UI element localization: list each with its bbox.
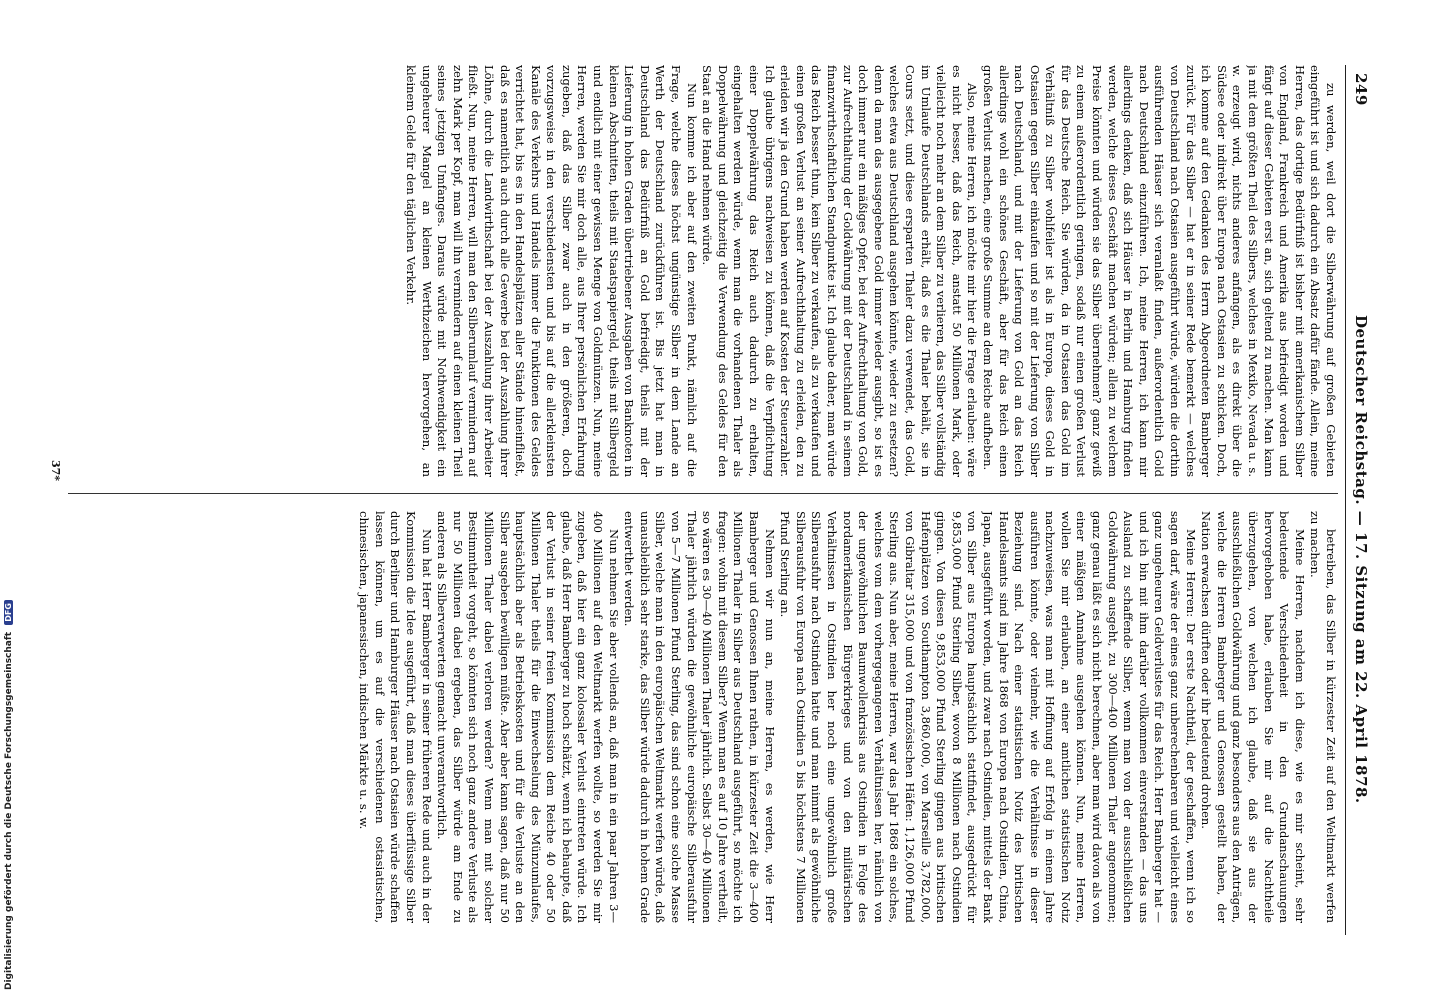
paragraph: zu werden, weil dort die Silberwährung auf großen Gebieten eingeführt ist und sich dadurch ein Absatz dafür fände. Allein, meine Herren, das dortige Bedürfniß ist bisher mit amerikanischem Silber von England, Frankreich und Amerika aus befriedigt worden und fängt auf dieser Gebieten erst an, sich geltend zu machen. Man kann ja mit dem größten Theil des Silbers, welches in Mexiko, Nevada u. s. w. erzeugt wird, nichts anderes anfangen, als es direkt über die Südsee oder indirekt über Europa nach Ostasien zu schicken. Doch, ich komme auf den Gedanken des Herrn Abgeordneten Bamberger zurück. Für das Silber — hat er in seiner Rede bemerkt — welches von Deutschland nach Ostasien ausgeführt würde, würden die dorthin ausführenden Häuser sich veranlaßt finden, außerordentlich Gold nach Deutschland einzuführen. Ich, meine Herren, ich kann mir allerdings denken, daß sich Häuser in Berlin und Hamburg finden werden, welche dieses Geschäft machen würden; allein zu welchem Preise könnten und würden sie das Silber übernehmen? ganz gewiß zu einem außerordentlich geringen, sodaß nur einen großen Verlust für das Deutsche Reich. Sie würden, da in Ostasien das Gold im Verhältniß zu Silber wohlfeiler ist als in Europa, dieses Gold in Ostasien gegen Silber einkaufen und so mit der Lieferung von Silber nach Deutschland, und mit der Lieferung von Gold an das Reich allerdings wohl ein schönes Geschäft, aber für das Reich einen großen Verlust machen, eine große Summe an dem Reiche aufheben. — [980, 65, 1338, 477]
page-number: 249 — [1352, 73, 1370, 106]
header-title: Deutscher Reichstag. — 17. Sitzung am 22. April 1878. — [1352, 315, 1370, 804]
scanned-page — [42, 65, 1372, 935]
dfg-logo: DFG — [4, 600, 13, 625]
header-rule — [1345, 65, 1346, 935]
running-header — [1346, 65, 1372, 935]
paragraph: Nehmen wir nun an, meine Herren, es werden, wie Herr Bamberger und Genossen Ihnen rathen, in kürzester Zeit die 3—400 Millionen Thaler in Silber aus Deutschland ausgeführt, so möchte ich fragen: wohin mit diesem Silber? Wenn man es auf 10 Jahre vertheilt, so wären es 30—40 Millionen Thaler jährlich. Selbst 30—40 Millionen Thaler jährlich würden die gewöhnliche europäische Silberausfuhr von 5—7 Millionen Pfund Sterling, das sind schon eine solche Masse Silber, welche man in den europäischen Weltmarkt werfen würde, daß unausbleiblich sehr starke, das Silber würde dadurch in hohem Grade entwerthet werden. — [622, 511, 777, 923]
digitization-credit — [0, 0, 18, 1000]
paragraph: Nun komme ich aber auf den zweiten Punkt, nämlich auf die Frage, welche dieses höchst ungünstige Silber in dem Lande an Werth der Deutschland zurückführen ist. Bis jetzt hat man in Deutschland das Bedürfniß an Gold befriedigt, theils mit der Lieferung in hohen Graden übertriebener Ausgaben von Banknoten in kleinen Abschnitten, theils mit Staatspapiergeld, theils mit Silbergeld und endlich mit einer gewissen Menge von Goldmünzen. Nun, meine Herren, werden Sie mir doch alle, aus Ihrer persönlichen Erfahrung zugeben, daß das Silber zwar auch in den größeren, doch vorzugsweise in den verschiedensten und bis auf die allerkleinsten Kanäle des Verkehrs und Handels immer die Funktionen des Geldes verrichtet hat, bis es in den Handelsplätzen aller Stände hineinfließt, daß es namentlich auch durch alle Gewerbe bei der Auszahlung ihrer Löhne, durch die Landwirthschaft bei der Auszahlung ihrer Arbeiter fließt. Nun, meine Herren, will man den Silberumlauf vermindern auf zehn Mark per Kopf, man will ihn vermindern auf einen kleinen Theil seines jetzigen Umfanges. Daraus würde mit Nothwendigkeit ein ungeheurer Mangel an kleinen Werthzeichen hervorgehen, an kleinem Gelde für den täglichen Verkehr. — [403, 65, 699, 477]
paragraph: Meine Herren: Der erste Nachtheil, der geschaffen, wenn ich so sagen darf, wäre der eines ganz unberechenbaren und vielleicht eines ganz ungeheuren Geldverlustes für das Reich. Herr Bamberger hat — und ich bin mit ihm darüber vollkommen einverstanden — das uns Ausland zu schaffende Silber, wenn man von der ausschließlichen Goldwährung ausgeht, zu 300—400 Millionen Thaler angenommen; ganz genau läßt es sich nicht berechnen, aber man wird davon als von einer mäßigen Annahme ausgehen können. Nun, meine Herren, wollen Sie mir erlauben, an einer amtlichen statistischen Notiz nachzuweisen, was man mit Hoffnung auf Erfolg in einem Jahre ausführen könnte, oder vielmehr, wie die Verhältnisse in dieser Beziehung sind. Nach einer statistischen Notiz des britischen Handelsamts sind im Jahre 1868 von Europa nach Ostindien, China, Japan, ausgeführt worden, und zwar nach Ostindien, mittels der Bank von Silber aus Europa hauptsächlich stattfindet, ausgedrückt für 9,853,000 Pfund Sterling Silber, wovon 8 Millionen nach Ostindien gingen. Von diesen 9,853,000 Pfund Sterling gingen aus britischen Hafenplätzen von Southampton 3,860,000, von Marseille 3,782,000, von Gibraltar 315,000 und von französischen Häfen: 1,126,000 Pfund Sterling aus. Nun aber, meine Herren, war das Jahr 1868 ein solches, welches vom dem vorhergegangenen Verhältnissen her, nämlich von der ungewöhnlichen Baumwollenkrisis aus Ostindien in Folge des nordamerikanischen Bürgerkrieges und von den militärischen Verhältnissen in Ostindien her noch eine ungewöhnlich große Silberausfuhr nach Ostindien hatte und man nimmt als gewöhnliche Silberausfuhr von Europa nach Ostindien 5 bis höchstens 7 Millionen Pfund Sterling an. — [778, 511, 1198, 923]
paragraph: Nun nehmen Sie aber vollends an, daß man in ein paar Jahren 3—400 Millionen auf den Weltmarkt werfen wollte, so werden Sie mir zugeben, daß hier ein ganz kolossaler Verlust eintreten würde. Ich glaube, daß Herr Bamberger zu hoch schätzt, wenn ich behaupte, daß der Verlust in seiner freien Kommission dem Reiche 40 oder 50 Millionen Thaler theils für die Einwechselung des Münzumlaufes, hauptsächlich aber als Betriebskosten und für die Verluste an den Silber ausgeben bewilligen müßte. Aber aber kann sagen, daß nur 50 Millionen Thaler dabei verloren werden? Wenn man mit solcher Bestimmtheit vorgeht, so könnten sich noch ganz andere Verluste als nur 50 Millionen dabei ergeben, das Silber würde am Ende zu anderen als Silberverwerten gemacht unverantwortlich. — [435, 511, 621, 923]
paragraph: Also, meine Herren, ich möchte mir hier die Frage erlauben: wäre es nicht besser, daß das Reich, anstatt 50 Millionen Mark, oder vielleicht noch mehr an dem Silber zu verlieren, das Silber vollständig im Umlaufe Deutschlands erhält, daß es die Thaler behält, sie in Cours setzt, und diese ersparten Thaler dazu verwendet, das Gold, welches etwa aus Deutschland ausgehen könnte, wieder zu ersetzen? denn da man das ausgegebene Gold immer wieder ausgibt, so ist es doch immer nur ein mäßiges Opfer, bei der Aufrechthaltung von Gold, zur Aufrechthaltung der Goldwährung mit der Deutschland in seinem finanzwirthschaftlichen Standpunkte ist. Ich glaube daher, man würde das Reich besser thun, kein Silber zu verkaufen, als zu verkaufen und einen großen Verlust an seiner Aufrechthaltung zu erleiden, den zu erleiden wir ja den Grund haben werden auf Kosten der Steuerzahler. Ich glaube übrigens nachweisen zu können, daß die Verpflichtung einer Doppelwährung das Reich auch dadurch zu erhalten, eingehalten werden würde, wenn man die vorhandenen Thaler als Doppelwährung und gleichzeitig die Verwendung des Geldes für den Staat an die Hand nehmen würde. — [700, 65, 980, 477]
paragraph: betreiben, das Silber in kürzester Zeit auf den Weltmarkt werfen zu machen. — [1308, 511, 1338, 923]
column-divider — [68, 493, 1338, 494]
paragraph: Nun hat Herr Bamberger in seiner früheren Rede und auch in der Kommission die Idee ausgeführt, daß man dieses überflüssige Silber durch Berliner und Hamburger Häuser nach Ostasien würde schaffen lassen können, um es auf die verschiedenen ostasiatischen, chinesischen, japanesischen, indischen Märkte u. s. w. — [357, 511, 434, 923]
paragraph: Meine Herren, nachdem ich diese, wie es mir scheint, sehr bedeutende Verschiedenheit in den Grundanschauungen hervorgehoben habe, erlauben Sie mir auf die Nachtheile überzugehen, von welchen ich glaube, daß sie aus der ausschließlichen Goldwährung und ganz besonders aus den Anträgen, welche die Herren Bamberger und Genossen gestellt haben, der Nation erwachsen dürften oder ihr bedeutend drohen. — [1199, 511, 1307, 923]
credit-line — [4, 600, 14, 990]
credit-text: Digitalisierung gefördert durch die Deutsche Forschungsgemeinschaft — [4, 631, 14, 990]
column-right — [58, 511, 1338, 923]
signature-mark: 37* — [49, 460, 62, 482]
column-left — [58, 65, 1338, 477]
